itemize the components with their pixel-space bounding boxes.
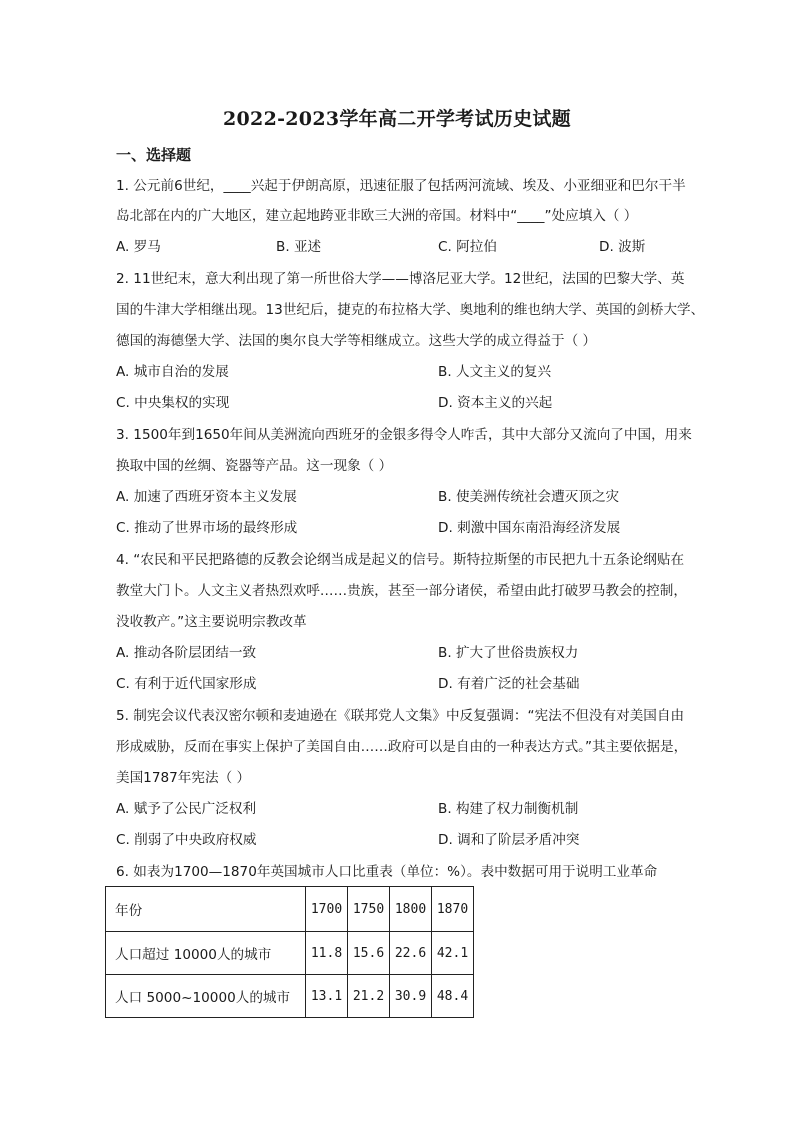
table-cell: 15.6 [348,932,390,975]
q4-option-a: A. 推动各阶层团结一致 [116,645,257,661]
table-row [106,975,474,1018]
q4-stem-line-2: 教堂大门卜。人文主义者热烈欢呼……贵族，甚至一部分诸侯，希望由此打破罗马教会的控制， [116,583,687,599]
q2-option-a: A. 城市自治的发展 [116,364,229,380]
table-cell: 42.1 [432,932,474,975]
q5-stem-line-1: 5. 制宪会议代表汉密尔顿和麦迪逊在《联邦党人文集》中反复强调：“宪法不但没有对美国自由 [116,708,685,724]
q5-option-b: B. 构建了权力制衡机制 [438,801,579,817]
q5-option-c: C. 削弱了中央政府权威 [116,832,257,848]
q1-option-c: C. 阿拉伯 [438,239,497,255]
q1-stem-line-1: 1. 公元前6世纪，____兴起于伊朗高原，迅速征服了包括两河流域、埃及、小亚细亚和巴尔干半 [116,178,686,194]
table-cell: 人口 5000~10000人的城市 [106,975,306,1018]
q2-stem-line-2: 国的牛津大学相继出现。13世纪后，捷克的布拉格大学、奥地利的维也纳大学、英国的剑桥大学、 [116,302,705,318]
q2-option-d: D. 资本主义的兴起 [438,395,553,411]
q1-option-a: A. 罗马 [116,239,161,255]
q2-stem-line-1: 2. 11世纪末，意大利出现了第一所世俗大学——博洛尼亚大学。12世纪，法国的巴黎大学、英 [116,271,685,287]
section-heading: 一、选择题 [116,146,192,164]
table-header-cell: 1870 [432,887,474,932]
q4-option-c: C. 有利于近代国家形成 [116,676,257,692]
q3-option-d: D. 刺激中国东南沿海经济发展 [438,520,621,536]
table-header-cell: 1700 [306,887,348,932]
q1-option-d: D. 波斯 [599,239,646,255]
table-cell: 13.1 [306,975,348,1018]
q5-option-d: D. 调和了阶层矛盾冲突 [438,832,580,848]
q5-stem-line-3: 美国1787年宪法（ ） [116,770,251,786]
table-cell: 22.6 [390,932,432,975]
q4-option-b: B. 扩大了世俗贵族权力 [438,645,579,661]
q2-stem-line-3: 德国的海德堡大学、法国的奥尔良大学等相继成立。这些大学的成立得益于（ ） [116,333,597,349]
table-row [106,932,474,975]
q1-stem-line-2: 岛北部在内的广大地区，建立起地跨亚非欧三大洲的帝国。材料中“____”处应填入（ ） [116,208,638,224]
table-cell: 30.9 [390,975,432,1018]
q3-option-c: C. 推动了世界市场的最终形成 [116,520,298,536]
table-header-cell: 年份 [106,887,306,932]
q4-stem-line-3: 没收教产。”这主要说明宗教改革 [116,614,307,630]
q3-stem-line-2: 换取中国的丝绸、瓷器等产品。这一现象（ ） [116,458,393,474]
table-cell: 48.4 [432,975,474,1018]
table-cell: 人口超过 10000人的城市 [106,932,306,975]
table-header-cell: 1800 [390,887,432,932]
table-header-cell: 1750 [348,887,390,932]
q4-option-d: D. 有着广泛的社会基础 [438,676,580,692]
page-title: 2022-2023学年高二开学考试历史试题 [223,108,571,130]
population-table [105,886,474,1018]
q5-stem-line-2: 形成威胁，反而在事实上保护了美国自由……政府可以是自由的一种表达方式。”其主要依据是， [116,739,688,755]
q6-stem-line-1: 6. 如表为1700—1870年英国城市人口比重表（单位：%）。表中数据可用于说明工业革命 [116,864,658,880]
q2-option-b: B. 人文主义的复兴 [438,364,552,380]
q4-stem-line-1: 4. “农民和平民把路德的反教会论纲当成是起义的信号。斯特拉斯堡的市民把九十五条论纲贴在 [116,552,685,568]
q3-option-a: A. 加速了西班牙资本主义发展 [116,489,297,505]
q5-option-a: A. 赋予了公民广泛权利 [116,801,257,817]
q3-option-b: B. 使美洲传统社会遭灭顶之灾 [438,489,620,505]
table-cell: 11.8 [306,932,348,975]
q1-option-b: B. 亚述 [276,239,322,255]
q2-option-c: C. 中央集权的实现 [116,395,230,411]
table-cell: 21.2 [348,975,390,1018]
table-header-row [106,887,474,932]
q3-stem-line-1: 3. 1500年到1650年间从美洲流向西班牙的金银多得令人咋舌，其中大部分又流向了中国，用来 [116,427,692,443]
